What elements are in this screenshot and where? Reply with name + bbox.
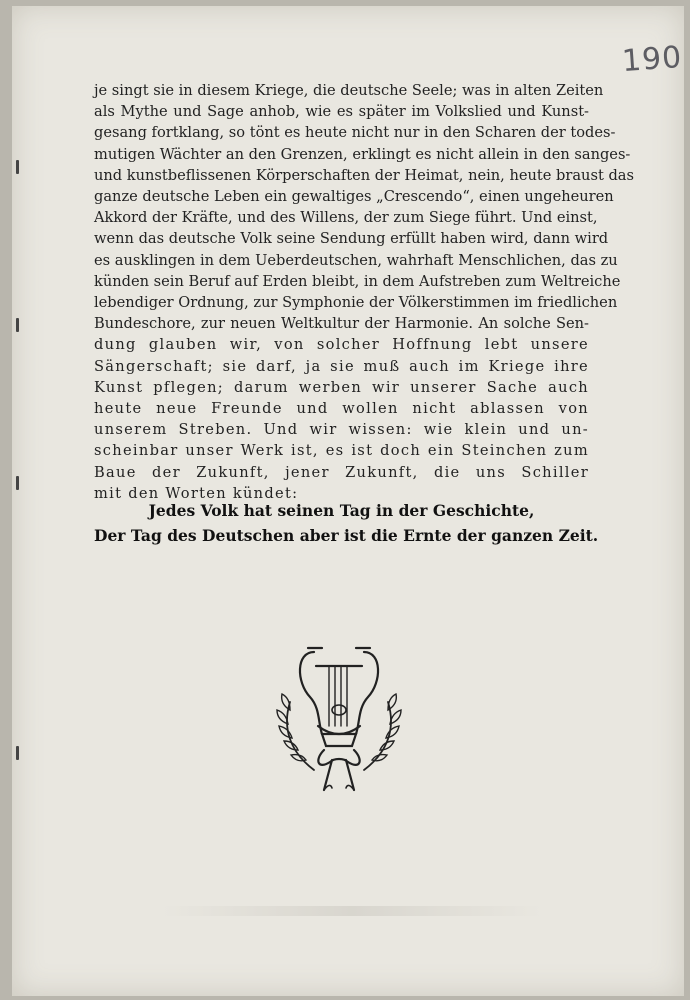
- handwritten-page-number: 190: [620, 39, 684, 80]
- binding-stitch: [16, 160, 19, 174]
- text-line: Baue der Zukunft, jener Zukunft, die uns Schiller: [94, 463, 589, 481]
- text-line: lebendiger Ordnung, zur Symphonie der Völkerstimmen im friedlichen: [94, 294, 618, 312]
- quote-line-2: Der Tag des Deutschen aber ist die Ernte der ganzen Zeit.: [94, 526, 599, 545]
- text-line: Sängerschaft; sie darf, ja sie muß auch im Kriege ihre: [94, 357, 589, 375]
- text-line: und kunstbeflissenen Körperschaften der Heimat, nein, heute braust das: [94, 166, 634, 184]
- lyre-laurel-icon: [274, 642, 404, 794]
- text-line: ganze deutsche Leben ein gewaltiges „Crescendo“, einen ungeheuren: [94, 188, 614, 206]
- text-line: mit den Worten kündet:: [94, 484, 299, 502]
- text-line: künden sein Beruf auf Erden bleibt, in dem Aufstreben zum Weltreiche: [94, 272, 621, 290]
- book-page: [12, 6, 684, 996]
- text-line: dung glauben wir, von solcher Hoffnung lebt unsere: [94, 336, 589, 354]
- text-line: je singt sie in diesem Kriege, die deutsche Seele; was in alten Zeiten: [94, 82, 604, 99]
- text-line: unserem Streben. Und wir wissen: wie klein und un-: [94, 421, 589, 439]
- text-line: gesang fortklang, so tönt es heute nicht nur in den Scharen der todes-: [94, 124, 616, 142]
- faint-bleed-through: [162, 906, 542, 916]
- text-line: scheinbar unser Werk ist, es ist doch ein Steinchen zum: [94, 442, 589, 460]
- binding-stitch: [16, 318, 19, 332]
- text-line: wenn das deutsche Volk seine Sendung erfüllt haben wird, dann wird: [94, 230, 609, 248]
- binding-stitch: [16, 746, 19, 760]
- text-line: Bundeschore, zur neuen Weltkultur der Harmonie. An solche Sen-: [94, 315, 589, 333]
- text-line: als Mythe und Sage anhob, wie es später im Volkslied und Kunst-: [94, 103, 589, 121]
- quote-line-1: Jedes Volk hat seinen Tag in der Geschichte,: [148, 501, 535, 520]
- text-line: Kunst pflegen; darum werben wir unserer Sache auch: [94, 378, 589, 396]
- body-paragraph: [94, 80, 634, 504]
- text-line: heute neue Freunde und wollen nicht ablassen von: [94, 400, 589, 418]
- text-line: Akkord der Kräfte, und des Willens, der zum Siege führt. Und einst,: [94, 209, 598, 227]
- schiller-quote: [94, 498, 599, 548]
- text-line: es ausklingen in dem Ueberdeutschen, wahrhaft Menschlichen, das zu: [94, 251, 618, 269]
- binding-stitch: [16, 476, 19, 490]
- text-line: mutigen Wächter an den Grenzen, erklingt es nicht allein in den sanges-: [94, 145, 631, 163]
